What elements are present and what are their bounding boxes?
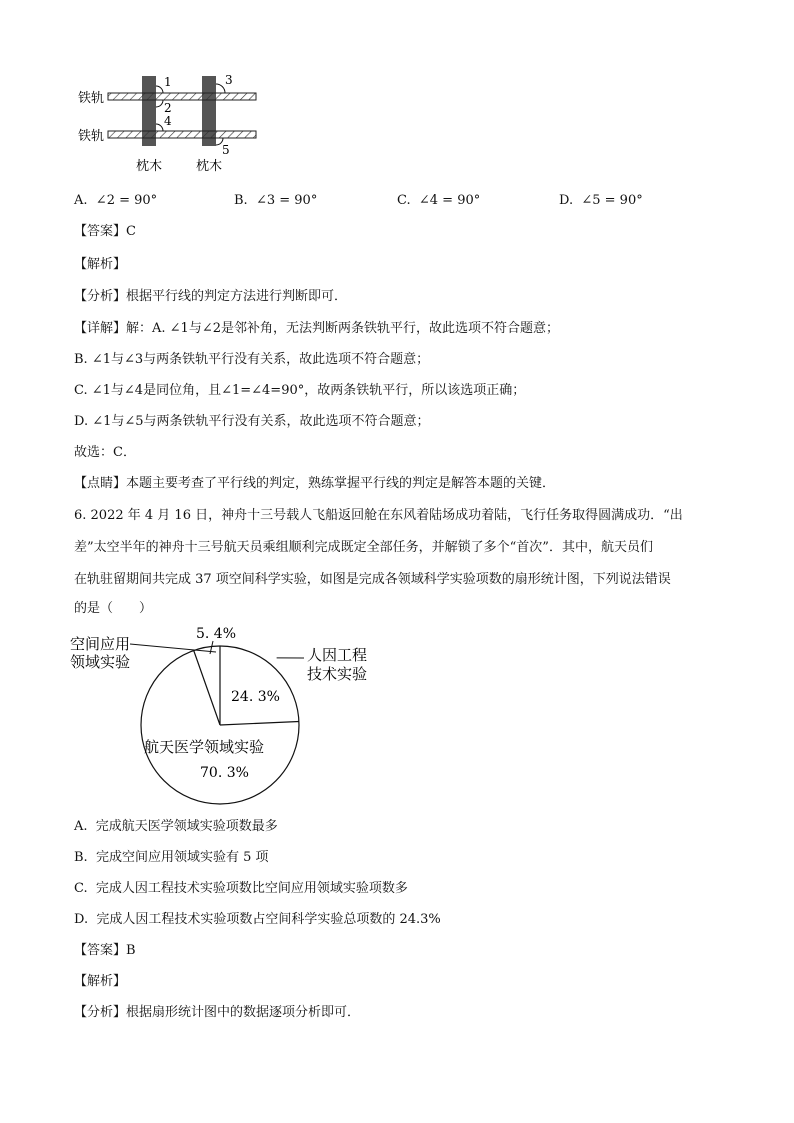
rail-label-top: 铁轨 [78, 91, 105, 106]
pie-name-application-line-1: 空间应用 [70, 635, 131, 653]
q6-stem-line-1: 6. 2022 年 4 月 16 日，神舟十三号载人飞船返回舱在东风着陆场成功着陆，飞行任务取得圆满成功．“出 [74, 508, 683, 523]
q5-option-a-label: A. [74, 193, 88, 208]
q5-option-b[interactable] [234, 193, 317, 208]
q5-option-d-label: D. [559, 193, 574, 208]
pie-chart [60, 618, 400, 810]
pie-name-medicine-line-1: 航天医学领域实验 [144, 738, 265, 756]
pie-value-application: 5. 4% [196, 626, 237, 642]
q5-detail-tag: 【详解】 [74, 321, 127, 336]
angle-label-4: 4 [164, 114, 172, 128]
q6-option-b-text: 完成空间应用领域实验有 5 项 [95, 850, 269, 865]
q5-option-b-label: B. [234, 193, 248, 208]
q5-option-a-text: ∠2 = 90° [95, 193, 158, 208]
q6-option-a-text: 完成航天医学领域实验项数最多 [95, 819, 278, 834]
q6-option-a[interactable] [74, 818, 278, 836]
q5-option-a[interactable] [74, 193, 157, 208]
angle-2-arc [156, 100, 163, 107]
tie-label-left: 枕木 [136, 159, 163, 174]
q5-fenxi [74, 288, 347, 306]
q5-comment-tag: 【点睛】 [74, 476, 127, 491]
q6-answer-value: B [126, 943, 136, 958]
q5-detail-line-1 [74, 320, 559, 338]
angle-label-1: 1 [164, 75, 172, 89]
angle-label-5: 5 [222, 143, 230, 157]
pie-slice-boundary-medicine [220, 722, 299, 725]
q5-option-d-text: ∠5 = 90° [581, 193, 643, 208]
pie-name-application-line-2: 领域实验 [70, 653, 131, 671]
q6-fenxi-tag: 【分析】 [74, 1005, 127, 1020]
pie-name-human-factors-line-1: 人因工程 [307, 646, 368, 664]
rail-label-bottom: 铁轨 [78, 129, 105, 144]
tie-label-right: 枕木 [196, 159, 223, 174]
angle-label-3: 3 [225, 73, 233, 87]
q5-answer [74, 223, 136, 241]
q6-fenxi-text: 根据扇形统计图中的数据逐项分析即可． [126, 1005, 361, 1020]
q6-answer [74, 942, 136, 960]
q5-detail-line-4: D. ∠1与∠5与两条铁轨平行没有关系，故此选项不符合题意； [74, 414, 430, 429]
pie-slice-boundary-application [194, 651, 220, 725]
q6-option-b-label: B. [74, 850, 88, 865]
q5-answer-value: C [126, 224, 136, 239]
angle-label-2: 2 [164, 101, 172, 115]
pie-value-human-factors: 24. 3% [231, 689, 280, 705]
q5-detail-line-2: B. ∠1与∠3与两条铁轨平行没有关系，故此选项不符合题意； [74, 352, 430, 367]
pie-name-human-factors-line-2: 技术实验 [307, 665, 368, 683]
q5-comment [74, 475, 555, 493]
q5-fenxi-text: 根据平行线的判定方法进行判断即可． [126, 289, 348, 304]
angle-1-arc [156, 86, 163, 93]
q6-answer-tag: 【答案】 [74, 943, 127, 958]
q5-analysis-tag: 【解析】 [74, 257, 127, 272]
q5-option-c-text: ∠4 = 90° [418, 193, 481, 208]
q6-stem-line-3: 在轨驻留期间共完成 37 项空间科学实验，如图是完成各领域科学实验项数的扇形统计图，下列说法错误 [74, 572, 671, 587]
rail-bottom [108, 131, 256, 138]
pie-value-medicine: 70. 3% [200, 765, 249, 781]
rail-top [108, 93, 256, 100]
q6-stem-line-4: 的是（ ） [74, 601, 153, 616]
q5-detail-line-3: C. ∠1与∠4是同位角，且∠1=∠4=90°，故两条铁轨平行，所以该选项正确； [74, 383, 526, 398]
q6-option-d[interactable] [74, 911, 441, 929]
angle-4-arc [156, 124, 163, 131]
q6-option-d-text: 完成人因工程技术实验项数占空间科学实验总项数的 24.3% [96, 912, 441, 927]
q6-stem-line-2: 差”太空半年的神舟十三号航天员乘组顺利完成既定全部任务，并解锁了多个“首次”．其中，航天员们 [74, 540, 653, 555]
q5-option-b-text: ∠3 = 90° [255, 193, 318, 208]
q5-fenxi-tag: 【分析】 [74, 289, 127, 304]
rail-tie-figure [70, 66, 270, 178]
q6-option-b[interactable] [74, 849, 269, 867]
q6-option-c-label: C. [74, 881, 88, 896]
angle-3-arc [216, 84, 225, 93]
q6-option-a-label: A. [74, 819, 88, 834]
q6-option-d-label: D. [74, 912, 89, 927]
q5-option-d[interactable] [559, 193, 643, 208]
q5-comment-text: 本题主要考查了平行线的判定，熟练掌握平行线的判定是解答本题的关键． [126, 476, 556, 491]
q5-answer-tag: 【答案】 [74, 224, 127, 239]
q6-option-c-text: 完成人因工程技术实验项数比空间应用领域实验项数多 [95, 881, 408, 896]
q5-detail-text-1: 解：A. ∠1与∠2是邻补角，无法判断两条铁轨平行，故此选项不符合题意； [126, 321, 559, 336]
q6-fenxi [74, 1004, 360, 1022]
q5-option-c-label: C. [397, 193, 411, 208]
q5-option-c[interactable] [397, 193, 480, 208]
q6-analysis-tag: 【解析】 [74, 974, 127, 989]
q6-option-c[interactable] [74, 880, 408, 898]
q5-detail-line-5: 故选：C． [74, 445, 136, 460]
